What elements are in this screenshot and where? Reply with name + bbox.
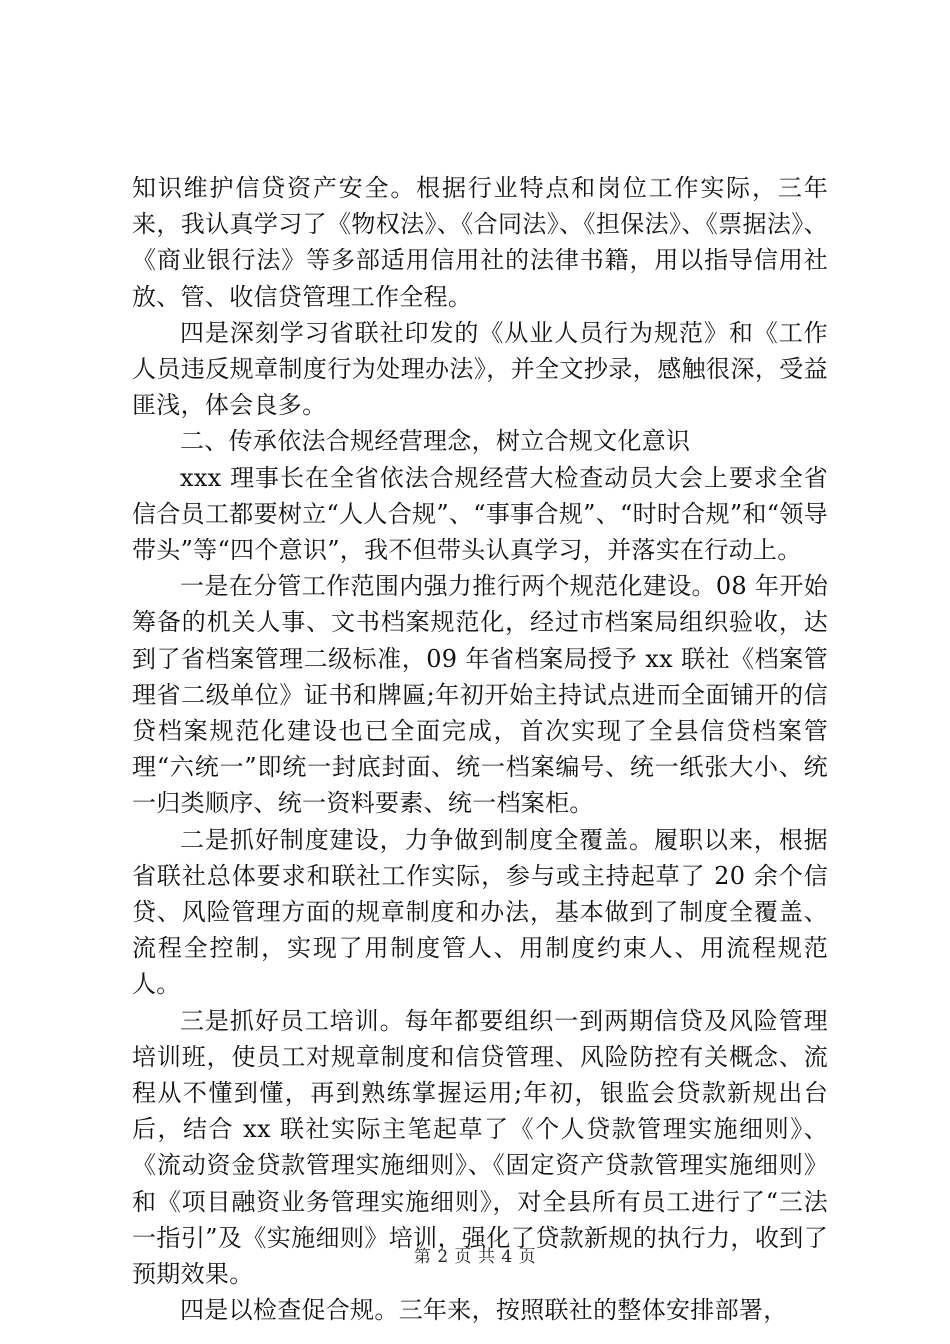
paragraph-standardization: 一是在分管工作范围内强力推行两个规范化建设。08 年开始筹备的机关人事、文书档案规范化，经过市档案局组织验收，达到了省档案管理二级标准，09 年省档案局授予 xx 联社《档案管理省二级单位》证书和牌匾;年初开始主持试点进而全面铺开的信贷档案规范化建设也已全面完成，首次实现了全县信贷档案管理“六统一”即统一封底封面、统一档案编号、统一纸张大小、统一归类顺序、统一资料要素、统一档案柜。 — [132, 572, 828, 818]
paragraph-conduct-norms: 四是深刻学习省联社印发的《从业人员行为规范》和《工作人员违反规章制度行为处理办法》，并全文抄录，感触很深，受益匪浅，体会良多。 — [132, 318, 828, 420]
paragraph-staff-training: 三是抓好员工培训。每年都要组织一到两期信贷及风险管理培训班，使员工对规章制度和信贷管理、风险防控有关概念、流程从不懂到懂，再到熟练掌握运用;年初，银监会贷款新规出台后，结合 xx 联社实际主笔起草了《个人贷款管理实施细则》、《流动资金贷款管理实施细则》、《固定资产贷款管理实施细则》和《项目融资业务管理实施细则》，对全县所有员工进行了“三法一指引”及《实施细则》培训，强化了贷款新规的执行力，收到了预期效果。 — [132, 1006, 828, 1289]
paragraph-legal-study: 知识维护信贷资产安全。根据行业特点和岗位工作实际，三年来，我认真学习了《物权法》、《合同法》、《担保法》、《票据法》、《商业银行法》等多部适用信用社的法律书籍，用以指导信用社放、管、收信贷管理工作全程。 — [132, 174, 828, 311]
paragraph-inspection: 四是以检查促合规。三年来，按照联社的整体安排部署， — [180, 1296, 788, 1325]
paragraph-four-awareness: xxx 理事长在全省依法合规经营大检查动员大会上要求全省信合员工都要树立“人人合规”、“事事合规”、“时时合规”和“领导带头”等“四个意识”，我不但带头认真学习，并落实在行动上。 — [132, 463, 828, 565]
section-heading-compliance: 二、传承依法合规经营理念，树立合规文化意识 — [180, 427, 691, 456]
page-number-footer: 第 2 页 共 4 页 — [413, 1247, 537, 1267]
paragraph-system-building: 二是抓好制度建设，力争做到制度全覆盖。履职以来，根据省联社总体要求和联社工作实际，参与或主持起草了 20 余个信贷、风险管理方面的规章制度和办法，基本做到了制度全覆盖、流程全控制，实现了用制度管人、用制度约束人、用流程规范人。 — [132, 825, 828, 999]
document-body — [132, 170, 828, 1329]
